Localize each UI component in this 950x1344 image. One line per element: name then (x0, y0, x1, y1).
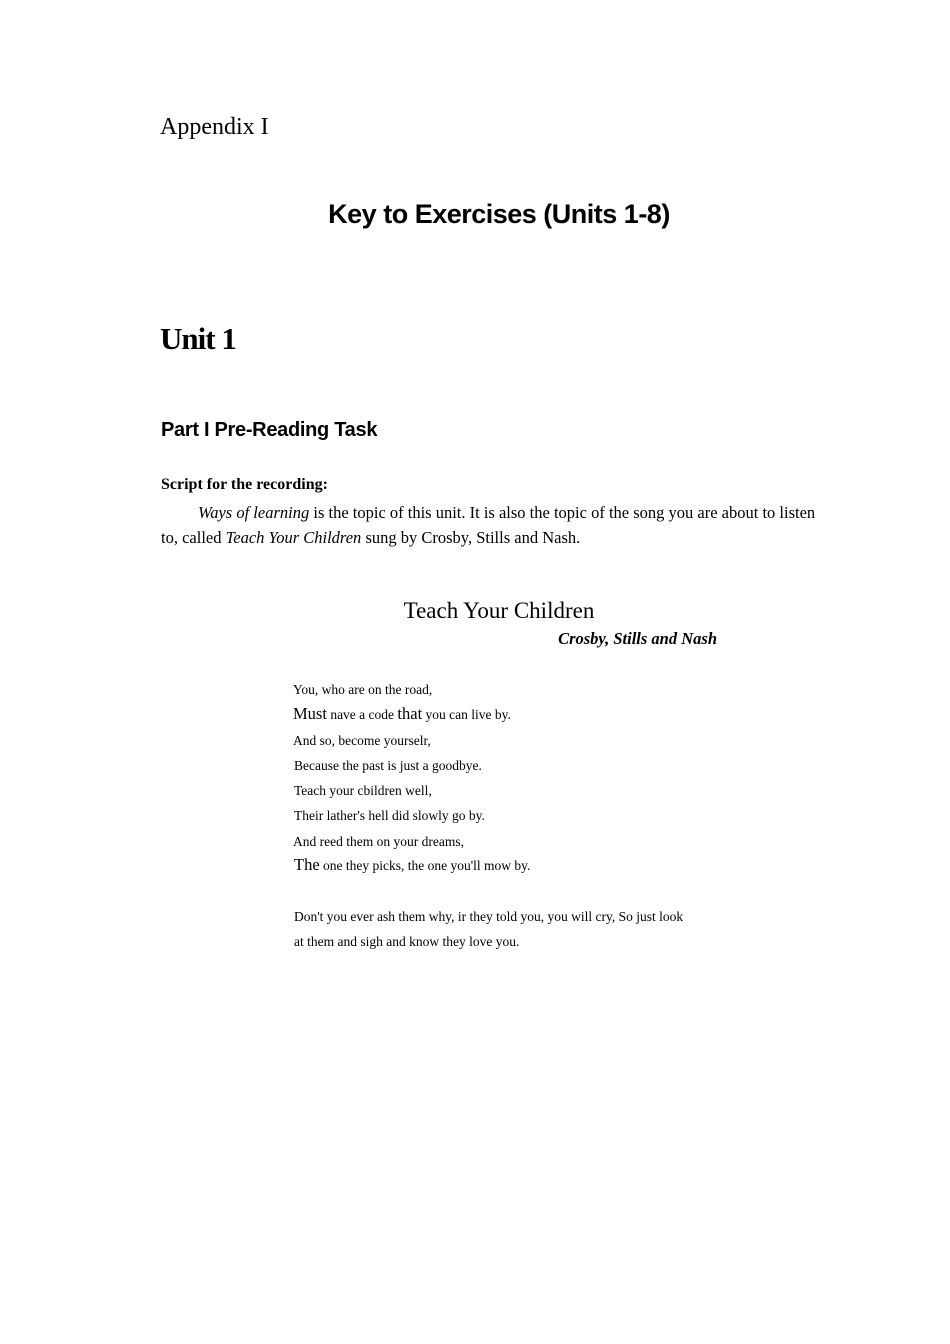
lyric-line (293, 704, 511, 724)
lyric-word: that (397, 704, 423, 723)
intro-text-2: sung by Crosby, Stills and Nash. (361, 528, 581, 547)
lyric-fragment: you can live by. (422, 707, 511, 722)
lyric-line (294, 855, 530, 875)
page-title: Key to Exercises (Units 1-8) (328, 199, 670, 229)
intro-italic-song: Teach Your Children (225, 528, 362, 547)
lyric-line: Teach your cbildren well, (294, 783, 432, 798)
lyric-line: at them and sigh and know they love you. (294, 934, 520, 949)
lyric-line: And so, become yourselr, (293, 733, 431, 748)
script-label: Script for the recording: (161, 476, 328, 493)
lyric-line: You, who are on the road, (293, 682, 433, 697)
lyric-fragment: nave a code (326, 707, 398, 722)
song-artist: Crosby, Stills and Nash (558, 629, 717, 648)
lyric-word: Must (293, 704, 327, 723)
lyric-line: Because the past is just a goodbye. (294, 758, 482, 773)
lyric-word: The (294, 855, 320, 874)
intro-paragraph (161, 500, 831, 550)
unit-heading: Unit 1 (160, 321, 236, 356)
lyric-fragment: one they picks, the one you'll mow by. (319, 858, 531, 873)
lyric-line: And reed them on your dreams, (293, 834, 464, 849)
lyric-line: Their lather's hell did slowly go by. (294, 808, 485, 823)
appendix-label: Appendix I (160, 114, 269, 140)
song-title: Teach Your Children (403, 598, 595, 623)
intro-text-1: is the topic of this unit. It is also the topic of the song you are about to listen to, called (161, 503, 816, 547)
intro-italic-ways: Ways of learning (198, 503, 310, 522)
part-heading: Part I Pre-Reading Task (161, 419, 378, 441)
lyric-line: Don't you ever ash them why, ir they told you, you will cry, So just look (294, 909, 684, 924)
